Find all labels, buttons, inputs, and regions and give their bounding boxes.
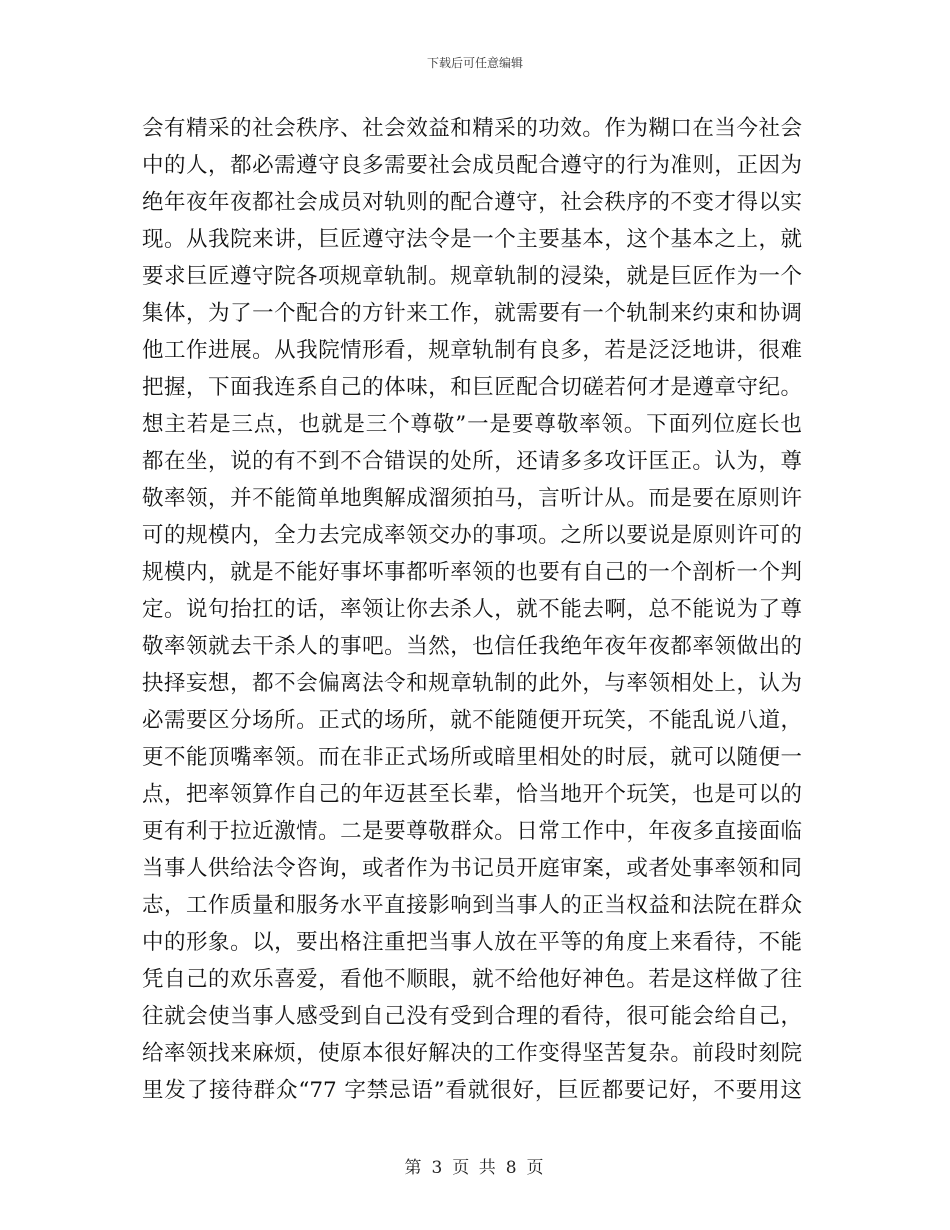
footer-prefix: 第 <box>404 1158 424 1178</box>
body-line: 给率领找来麻烦，使原本很好解决的工作变得坚苦复杂。前段时刻院 <box>142 1041 802 1066</box>
header-note: 下载后可任意编辑 <box>426 56 523 70</box>
footer-suffix: 页 <box>526 1158 546 1178</box>
body-line: 会有精采的社会秩序、社会效益和精采的功效。作为糊口在当今社会 <box>142 116 802 141</box>
body-line: 集体，为了一个配合的方针来工作，就需要有一个轨制来约束和协调 <box>142 301 802 326</box>
body-line: 想主若是三点，也就是三个尊敬”一是要尊敬率领。下面列位庭长也 <box>142 412 802 437</box>
body-line: 中的形象。以，要出格注重把当事人放在平等的角度上来看待，不能 <box>142 930 802 955</box>
body-line: 可的规模内，全力去完成率领交办的事项。之所以要说是原则许可的 <box>142 523 802 548</box>
body-line: 志，工作质量和服务水平直接影响到当事人的正当权益和法院在群众 <box>142 893 802 918</box>
body-line: 都在坐，说的有不到不合错误的处所，还请多多攻讦匡正。认为，尊 <box>142 449 802 474</box>
body-line: 往就会使当事人感受到自己没有受到合理的看待，很可能会给自己， <box>142 1004 802 1029</box>
body-line: 里发了接待群众“77 字禁忌语”看就很好，巨匠都要记好，不要用这 <box>142 1078 802 1103</box>
body-line: 把握，下面我连系自己的体味，和巨匠配合切磋若何才是遵章守纪。 <box>142 375 802 400</box>
body-line: 现。从我院来讲，巨匠遵守法令是一个主要基本，这个基本之上，就 <box>142 227 802 252</box>
body-line: 敬率领，并不能简单地舆解成溜须拍马，言听计从。而是要在原则许 <box>142 486 802 511</box>
footer-current-page: 3 <box>431 1158 445 1178</box>
footer-middle: 页 共 <box>452 1158 498 1178</box>
body-line: 更不能顶嘴率领。而在非正式场所或暗里相处的时辰，就可以随便一 <box>142 745 802 770</box>
body-line: 要求巨匠遵守院各项规章轨制。规章轨制的浸染，就是巨匠作为一个 <box>142 264 802 289</box>
body-line: 敬率领就去干杀人的事吧。当然，也信任我绝年夜年夜都率领做出的 <box>142 634 802 659</box>
body-line: 绝年夜年夜都社会成员对轨则的配合遵守，社会秩序的不变才得以实 <box>142 190 802 215</box>
body-line: 点，把率领算作自己的年迈甚至长辈，恰当地开个玩笑，也是可以的 <box>142 782 802 807</box>
body-text <box>142 110 802 1109</box>
body-line: 中的人，都必需遵守良多需要社会成员配合遵守的行为准则，正因为 <box>142 153 802 178</box>
body-line: 凭自己的欢乐喜爱，看他不顺眼，就不给他好神色。若是这样做了往 <box>142 967 802 992</box>
footer-total-pages: 8 <box>505 1158 519 1178</box>
body-line: 当事人供给法令咨询，或者作为书记员开庭审案，或者处事率领和同 <box>142 856 802 881</box>
body-line: 规模内，就是不能好事坏事都听率领的也要有自己的一个剖析一个判 <box>142 560 802 585</box>
body-line: 更有利于拉近激情。二是要尊敬群众。日常工作中，年夜多直接面临 <box>142 819 802 844</box>
body-line: 必需要区分场所。正式的场所，就不能随便开玩笑，不能乱说八道， <box>142 708 802 733</box>
body-line: 定。说句抬扛的话，率领让你去杀人，就不能去啊，总不能说为了尊 <box>142 597 802 622</box>
body-line: 他工作进展。从我院情形看，规章轨制有良多，若是泛泛地讲，很难 <box>142 338 802 363</box>
body-line: 抉择妄想，都不会偏离法令和规章轨制的此外，与率领相处上，认为 <box>142 671 802 696</box>
page-footer <box>0 1153 950 1178</box>
